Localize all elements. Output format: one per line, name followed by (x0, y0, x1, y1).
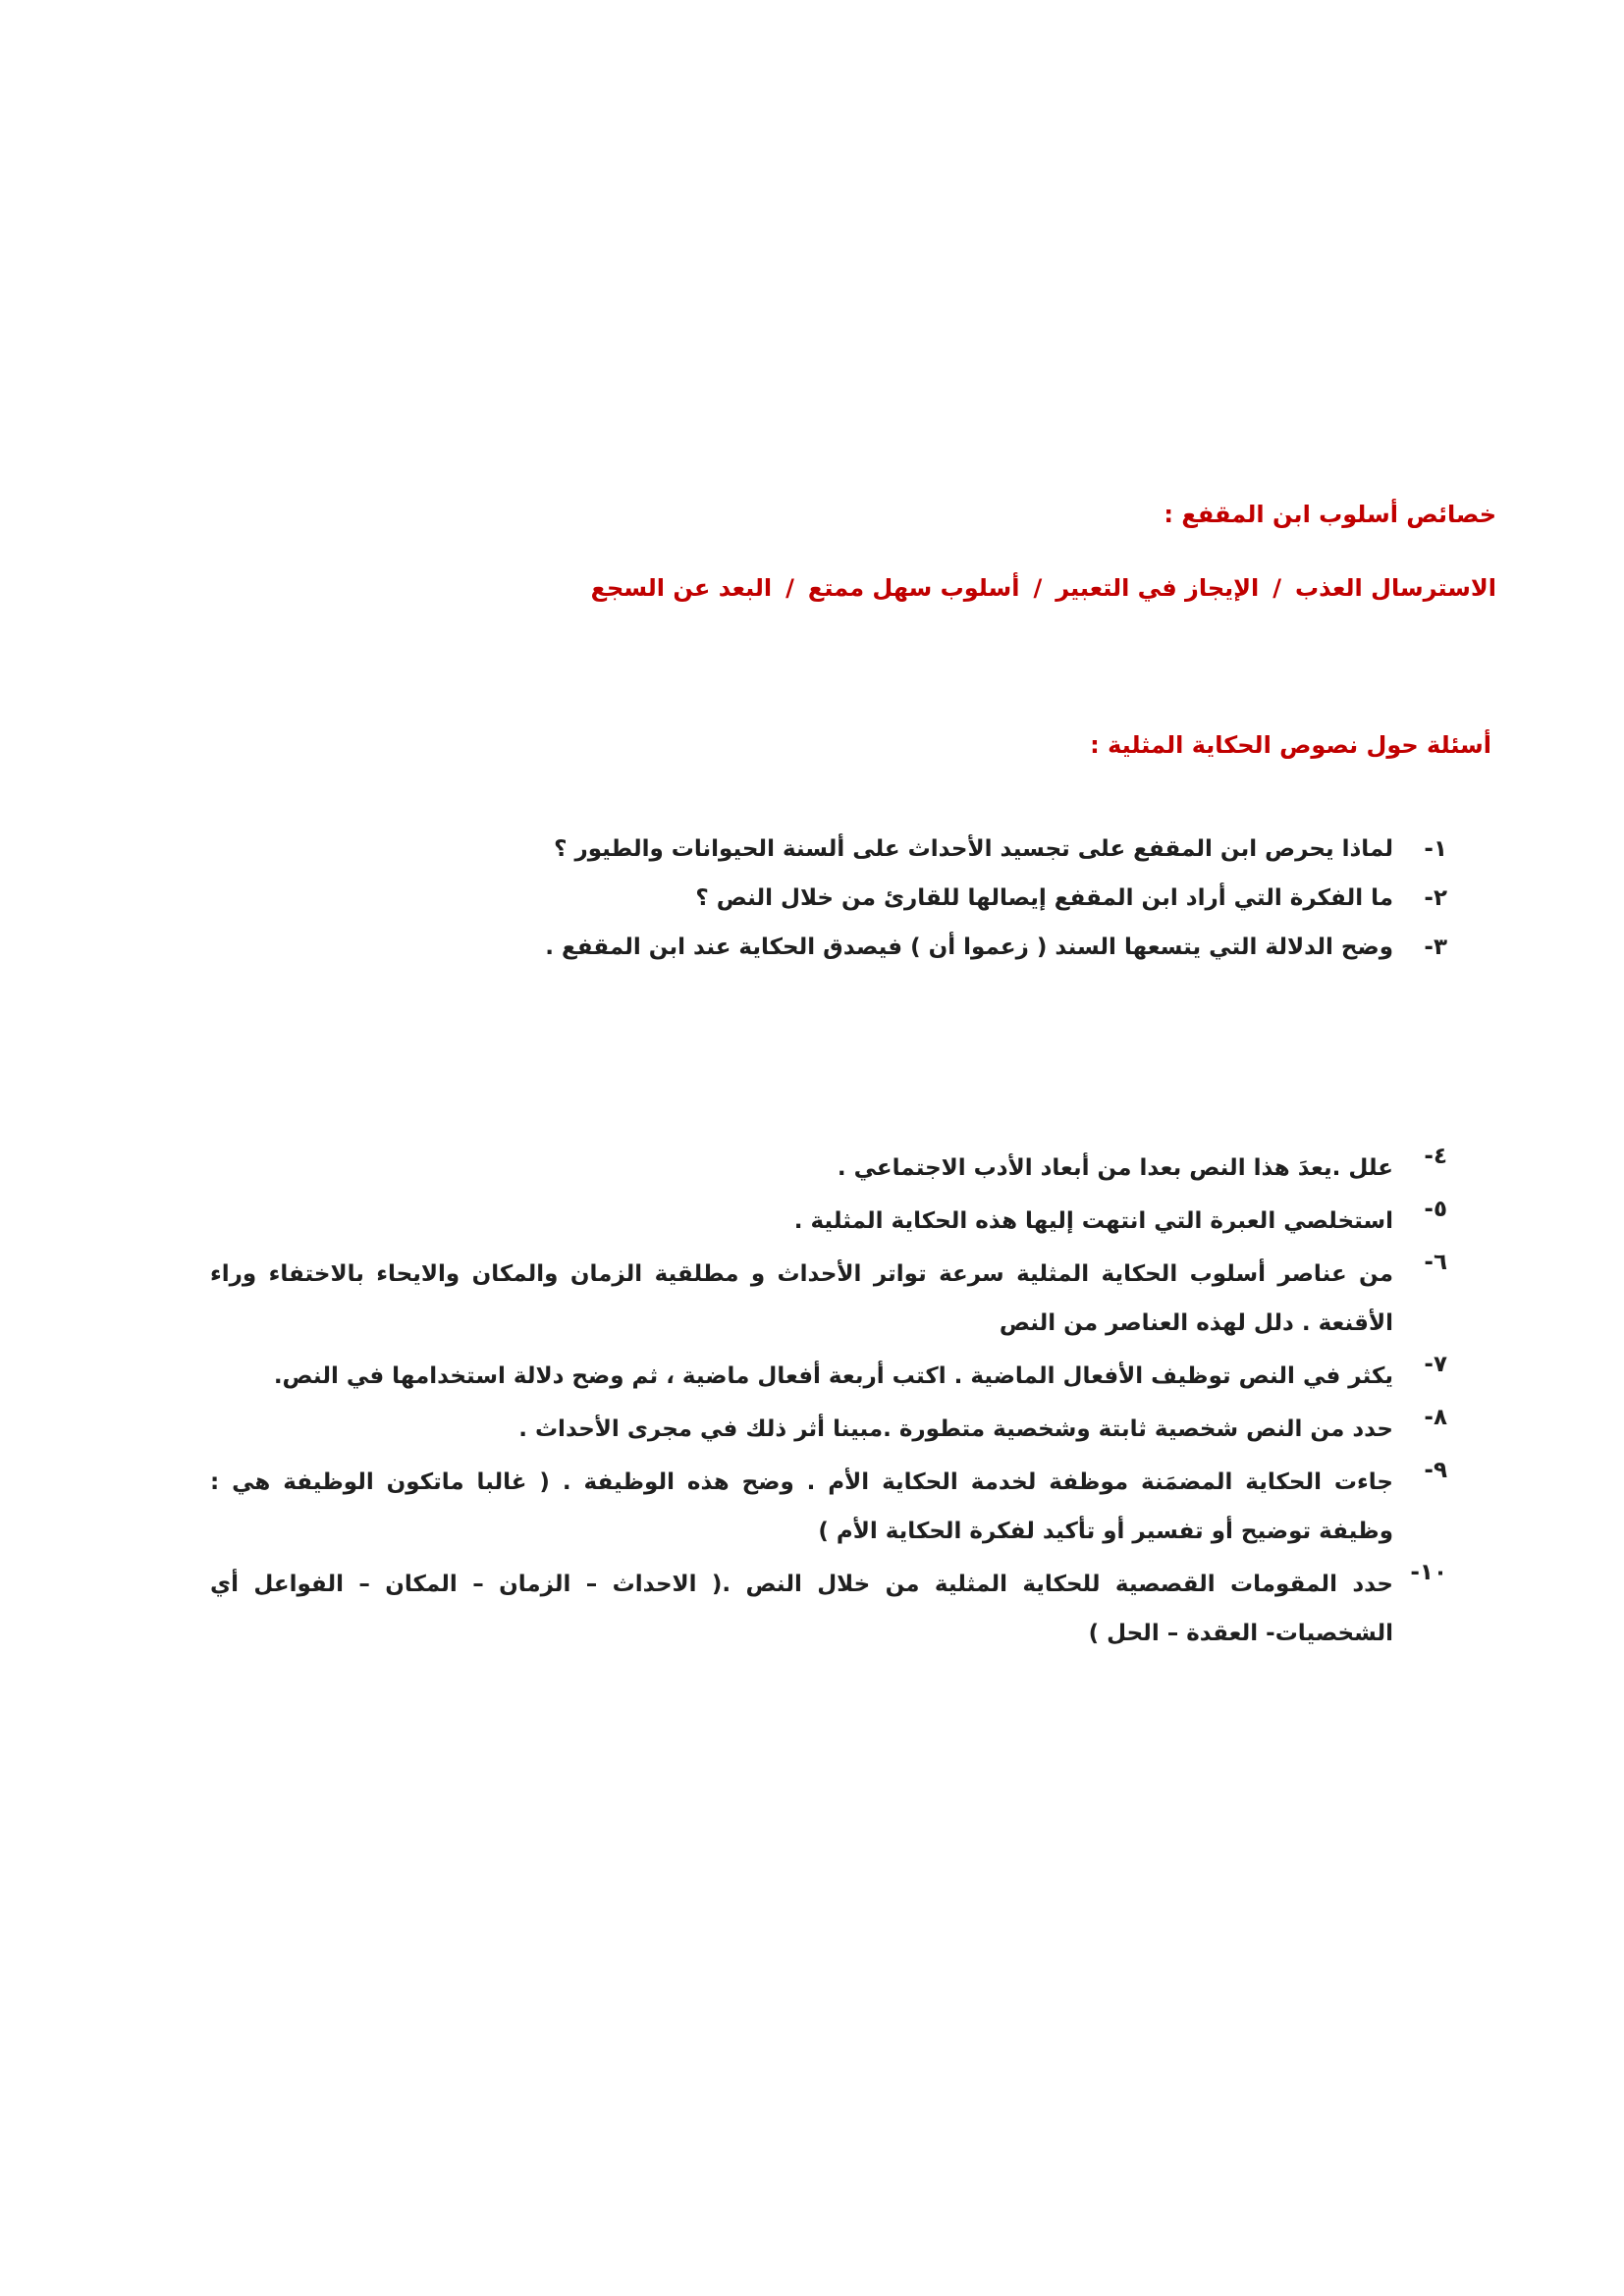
question-text: وضح الدلالة التي يتسعها السند ( زعموا أن ) فيصدق الحكاية عند ابن المقفع . (545, 934, 1393, 960)
question-number: ٨- (1424, 1405, 1447, 1430)
questions-list-second (210, 1144, 1447, 1662)
question-number: ٩- (1424, 1458, 1447, 1483)
features-heading: خصائص أسلوب ابن المقفع : (1164, 501, 1496, 528)
question-number: ١- (1424, 836, 1447, 862)
question-item (210, 1250, 1447, 1348)
feature-item: البعد عن السجع (590, 574, 773, 602)
question-item (171, 874, 1447, 923)
questions-heading: أسئلة حول نصوص الحكاية المثلية : (1090, 731, 1491, 759)
question-number: ١٠- (1410, 1560, 1447, 1585)
feature-separator: / (1033, 574, 1043, 602)
feature-item: الإيجاز في التعبير (1056, 574, 1260, 602)
question-text: جاءت الحكاية المضمَنة موظفة لخدمة الحكاية الأم . وضح هذه الوظيفة . ( غالبا ماتكون الوظيفة هي : وظيفة توضيح أو تفسير أو تأكيد لفكرة الحكاية الأم ) (210, 1469, 1393, 1544)
question-text: يكثر في النص توظيف الأفعال الماضية . اكتب أربعة أفعال ماضية ، ثم وضح دلالة استخدامها في النص. (273, 1363, 1393, 1389)
question-item (210, 1458, 1447, 1556)
question-text: استخلصي العبرة التي انتهت إليها هذه الحكاية المثلية . (793, 1208, 1393, 1234)
question-item (210, 1197, 1447, 1246)
question-text: حدد المقومات القصصية للحكاية المثلية من خلال النص .( الاحداث – الزمان – المكان – الفواعل أي الشخصيات- العقدة – الحل ) (210, 1572, 1393, 1646)
question-number: ٧- (1424, 1352, 1447, 1377)
features-list (591, 574, 1496, 602)
feature-item: الاسترسال العذب (1295, 574, 1496, 602)
question-item (171, 825, 1447, 874)
question-number: ٣- (1424, 934, 1447, 960)
question-number: ٢- (1424, 885, 1447, 911)
feature-separator: / (1272, 574, 1282, 602)
feature-item: أسلوب سهل ممتع (807, 574, 1020, 602)
feature-separator: / (785, 574, 794, 602)
question-item (210, 1144, 1447, 1193)
question-text: ما الفكرة التي أراد ابن المقفع إيصالها للقارئ من خلال النص ؟ (695, 885, 1393, 911)
questions-list-first (171, 825, 1447, 972)
question-text: لماذا يحرص ابن المقفع على تجسيد الأحداث على ألسنة الحيوانات والطيور ؟ (554, 836, 1393, 862)
question-number: ٤- (1424, 1144, 1447, 1169)
question-text: من عناصر أسلوب الحكاية المثلية سرعة تواتر الأحداث و مطلقية الزمان والمكان والايحاء بالاختفاء وراء الأقنعة . دلل لهذه العناصر من النص (210, 1261, 1393, 1336)
question-item (210, 1405, 1447, 1454)
question-item (210, 1352, 1447, 1401)
question-number: ٥- (1424, 1197, 1447, 1222)
question-item (171, 923, 1447, 972)
question-text: حدد من النص شخصية ثابتة وشخصية متطورة .مبينا أثر ذلك في مجرى الأحداث . (518, 1416, 1393, 1442)
question-number: ٦- (1424, 1250, 1447, 1275)
question-item (210, 1560, 1447, 1658)
question-text: علل .يعدَ هذا النص بعدا من أبعاد الأدب الاجتماعي . (837, 1155, 1393, 1181)
